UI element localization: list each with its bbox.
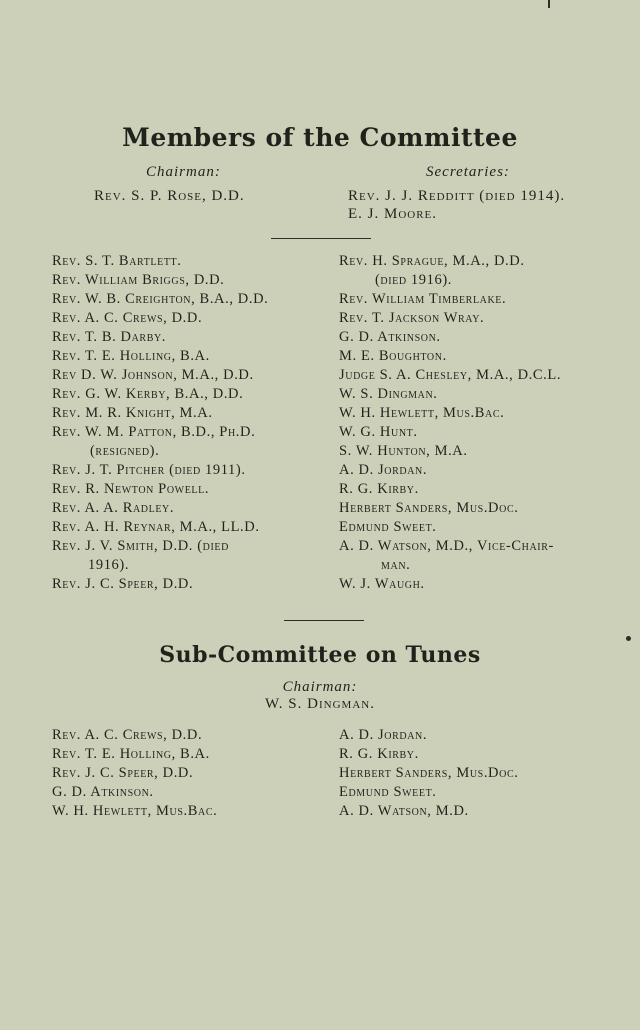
committee-right-column [339, 252, 624, 594]
member: W. H. Hewlett, Mus.Bac. [339, 405, 505, 421]
member: Rev. T. E. Holling, B.A. [52, 746, 210, 762]
divider [271, 238, 371, 239]
member: Herbert Sanders, Mus.Doc. [339, 765, 519, 781]
member-continuation: man. [381, 557, 411, 573]
member: Rev. T. E. Holling, B.A. [52, 348, 210, 364]
member: Rev. A. A. Radley. [52, 500, 175, 516]
member: Rev. M. R. Knight, M.A. [52, 405, 213, 421]
member: Rev. J. C. Speer, D.D. [52, 576, 194, 592]
member: A. D. Jordan. [339, 462, 428, 478]
ink-speck [626, 636, 631, 641]
chairman-name: Rev. S. P. Rose, D.D. [94, 188, 245, 204]
member: Herbert Sanders, Mus.Doc. [339, 500, 519, 516]
committee-left-column [52, 252, 332, 594]
member: W. S. Dingman. [339, 386, 438, 402]
committee-title: Members of the Committee [122, 123, 518, 152]
chairman-label: Chairman: [146, 164, 221, 180]
member: Edmund Sweet. [339, 519, 437, 535]
member: Rev. W. M. Patton, B.D., Ph.D. [52, 424, 256, 440]
member: Rev. G. W. Kerby, B.A., D.D. [52, 386, 244, 402]
member: Rev. W. B. Creighton, B.A., D.D. [52, 291, 269, 307]
sub-chairman-name: W. S. Dingman. [265, 696, 375, 712]
member: Rev. William Timberlake. [339, 291, 507, 307]
member: A. D. Watson, M.D., Vice-Chair- [339, 538, 554, 554]
subcommittee-title: Sub-Committee on Tunes [159, 642, 481, 668]
member: Rev. J. T. Pitcher (died 1911). [52, 462, 246, 478]
secretary-2: E. J. Moore. [348, 206, 438, 222]
member-continuation: 1916). [88, 557, 130, 573]
member: R. G. Kirby. [339, 481, 419, 497]
member: Rev. A. C. Crews, D.D. [52, 310, 203, 326]
subcommittee-left-column [52, 726, 332, 821]
member-continuation: (died 1916). [375, 272, 452, 288]
secretaries-label: Secretaries: [426, 164, 510, 180]
member: Rev. T. Jackson Wray. [339, 310, 485, 326]
member: G. D. Atkinson. [339, 329, 441, 345]
subcommittee-right-column [339, 726, 624, 821]
member: Rev. R. Newton Powell. [52, 481, 210, 497]
member: G. D. Atkinson. [52, 784, 154, 800]
divider [284, 620, 364, 621]
member: A. D. Jordan. [339, 727, 428, 743]
member: Edmund Sweet. [339, 784, 437, 800]
member: R. G. Kirby. [339, 746, 419, 762]
member: Rev. S. T. Bartlett. [52, 253, 182, 269]
member-continuation: (resigned). [90, 443, 160, 459]
member: Judge S. A. Chesley, M.A., D.C.L. [339, 367, 562, 383]
member: Rev. H. Sprague, M.A., D.D. [339, 253, 525, 269]
member: S. W. Hunton, M.A. [339, 443, 468, 459]
print-mark [548, 0, 550, 8]
member: M. E. Boughton. [339, 348, 447, 364]
member: Rev. A. C. Crews, D.D. [52, 727, 203, 743]
member: W. J. Waugh. [339, 576, 425, 592]
member: Rev D. W. Johnson, M.A., D.D. [52, 367, 254, 383]
member: W. G. Hunt. [339, 424, 418, 440]
member: Rev. J. V. Smith, D.D. (died [52, 538, 229, 554]
member: Rev. J. C. Speer, D.D. [52, 765, 194, 781]
member: Rev. William Briggs, D.D. [52, 272, 225, 288]
sub-chairman-label: Chairman: [282, 679, 358, 695]
member: A. D. Watson, M.D. [339, 803, 469, 819]
secretary-1: Rev. J. J. Redditt (died 1914). [348, 188, 566, 204]
member: W. H. Hewlett, Mus.Bac. [52, 803, 218, 819]
member: Rev. A. H. Reynar, M.A., LL.D. [52, 519, 260, 535]
member: Rev. T. B. Darby. [52, 329, 167, 345]
